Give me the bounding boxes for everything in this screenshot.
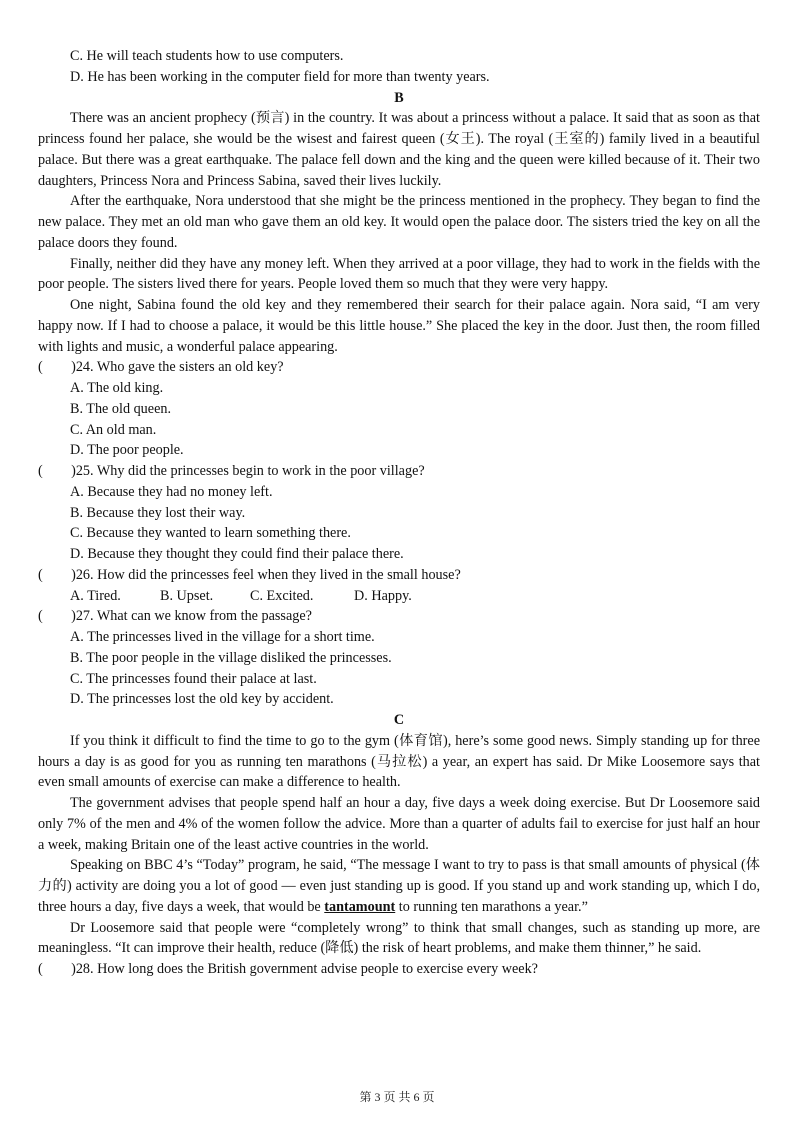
passage-c-paragraph-3 (38, 855, 760, 917)
passage-c-paragraph-4: Dr Loosemore said that people were “completely wrong” to think that small changes, such as standing up more, are meaningless. “It can improve their health, reduce (降低) the risk of heart problems, and make them thinner,” he said. (38, 919, 760, 957)
prev-option-c: C. He will teach students how to use computers. (70, 48, 344, 64)
question-25-option-d: D. Because they thought they could find their palace there. (70, 546, 404, 562)
keyword-tantamount: tantamount (324, 898, 396, 915)
question-27-stem: ( )27. What can we know from the passage? (38, 608, 312, 625)
question-25-option-a: A. Because they had no money left. (70, 483, 273, 500)
passage-c-paragraph-3-text-1: Speaking on BBC 4’s “Today” program, he said, “The message I want to try to pass is that small amounts of physical (体力的) activity are doing you a lot of good — even just standing up is good. If you stand up and work standing up, which I do, three hours a day, five days a week, that would be (38, 857, 760, 915)
passage-b-paragraph-4: One night, Sabina found the old key and they remembered their search for their palace again. Nora said, “I am very happy now. If I had to choose a palace, it would be this little house.” She placed the key in the door. Just then, the room filled with lights and music, a wonderful palace appearing. (38, 297, 760, 355)
question-26-option-c: C. Excited. (250, 587, 314, 604)
question-24-option-a: A. The old king. (70, 380, 164, 396)
question-24-stem: ( )24. Who gave the sisters an old key? (38, 359, 284, 376)
question-25-option-c: C. Because they wanted to learn something there. (70, 525, 351, 542)
question-27-option-b: B. The poor people in the village disliked the princesses. (70, 649, 392, 666)
question-25-stem: ( )25. Why did the princesses begin to work in the poor village? (38, 463, 425, 479)
question-24-option-b: B. The old queen. (70, 400, 172, 417)
question-26-option-a: A. Tired. (70, 587, 121, 604)
question-26-option-b: B. Upset. (160, 587, 214, 604)
passage-b-paragraph-3: Finally, neither did they have any money left. When they arrived at a poor village, they had to work in the fields with the poor people. The sisters lived there for years. People loved them so much that they were very happy. (38, 255, 760, 293)
question-24-option-c: C. An old man. (70, 421, 157, 438)
question-25-option-b: B. Because they lost their way. (70, 504, 246, 521)
passage-b-paragraph-1: There was an ancient prophecy (预言) in the country. It was about a princess without a palace. It said that as soon as that princess found her palace, she would be the wisest and fairest queen (女王). The royal (王室的) family lived in a beautiful palace. But there was a great earthquake. The palace fell down and the king and the queen were killed because of it. Their two daughters, Princess Nora and Princess Sabina, saved their lives luckily. (38, 110, 760, 189)
question-26-option-d: D. Happy. (354, 587, 412, 604)
section-b-heading: B (394, 89, 404, 106)
passage-c-paragraph-1: If you think it difficult to find the time to go to the gym (体育馆), here’s some good news. Simply standing up for three hours a day is as good for you as running ten marathons (马拉松) a year, an expert has said. Dr Mike Loosemore says that even small amounts of exercise can make a difference to health. (38, 732, 760, 791)
question-24-option-d: D. The poor people. (70, 442, 184, 459)
question-27-option-a: A. The princesses lived in the village for a short time. (70, 629, 375, 645)
passage-c-paragraph-3-text-2: to running ten marathons a year.” (395, 898, 588, 915)
question-28-stem: ( )28. How long does the British government advise people to exercise every week? (38, 961, 538, 977)
passage-c-paragraph-2: The government advises that people spend half an hour a day, five days a week doing exercise. But Dr Loosemore said only 7% of the men and 4% of the women follow the advice. More than a quarter of adults fail to exercise for just half an hour a week, making Britain one of the least active countries in the world. (38, 795, 760, 853)
question-26-options (38, 586, 760, 607)
prev-option-d: D. He has been working in the computer field for more than twenty years. (70, 68, 490, 85)
question-26-stem: ( )26. How did the princesses feel when they lived in the small house? (38, 566, 461, 583)
section-c-heading: C (393, 712, 405, 728)
passage-b-paragraph-2: After the earthquake, Nora understood that she might be the princess mentioned in the prophecy. They began to find the new palace. They met an old man who gave them an old key. It would open the palace door. The sisters tried the key on all the palace doors they found. (38, 193, 760, 251)
page-footer: 第 3 页 共 6 页 (359, 1090, 435, 1104)
question-27-option-d: D. The princesses lost the old key by accident. (70, 691, 334, 708)
question-27-option-c: C. The princesses found their palace at last. (70, 670, 317, 687)
document-page (38, 46, 760, 980)
